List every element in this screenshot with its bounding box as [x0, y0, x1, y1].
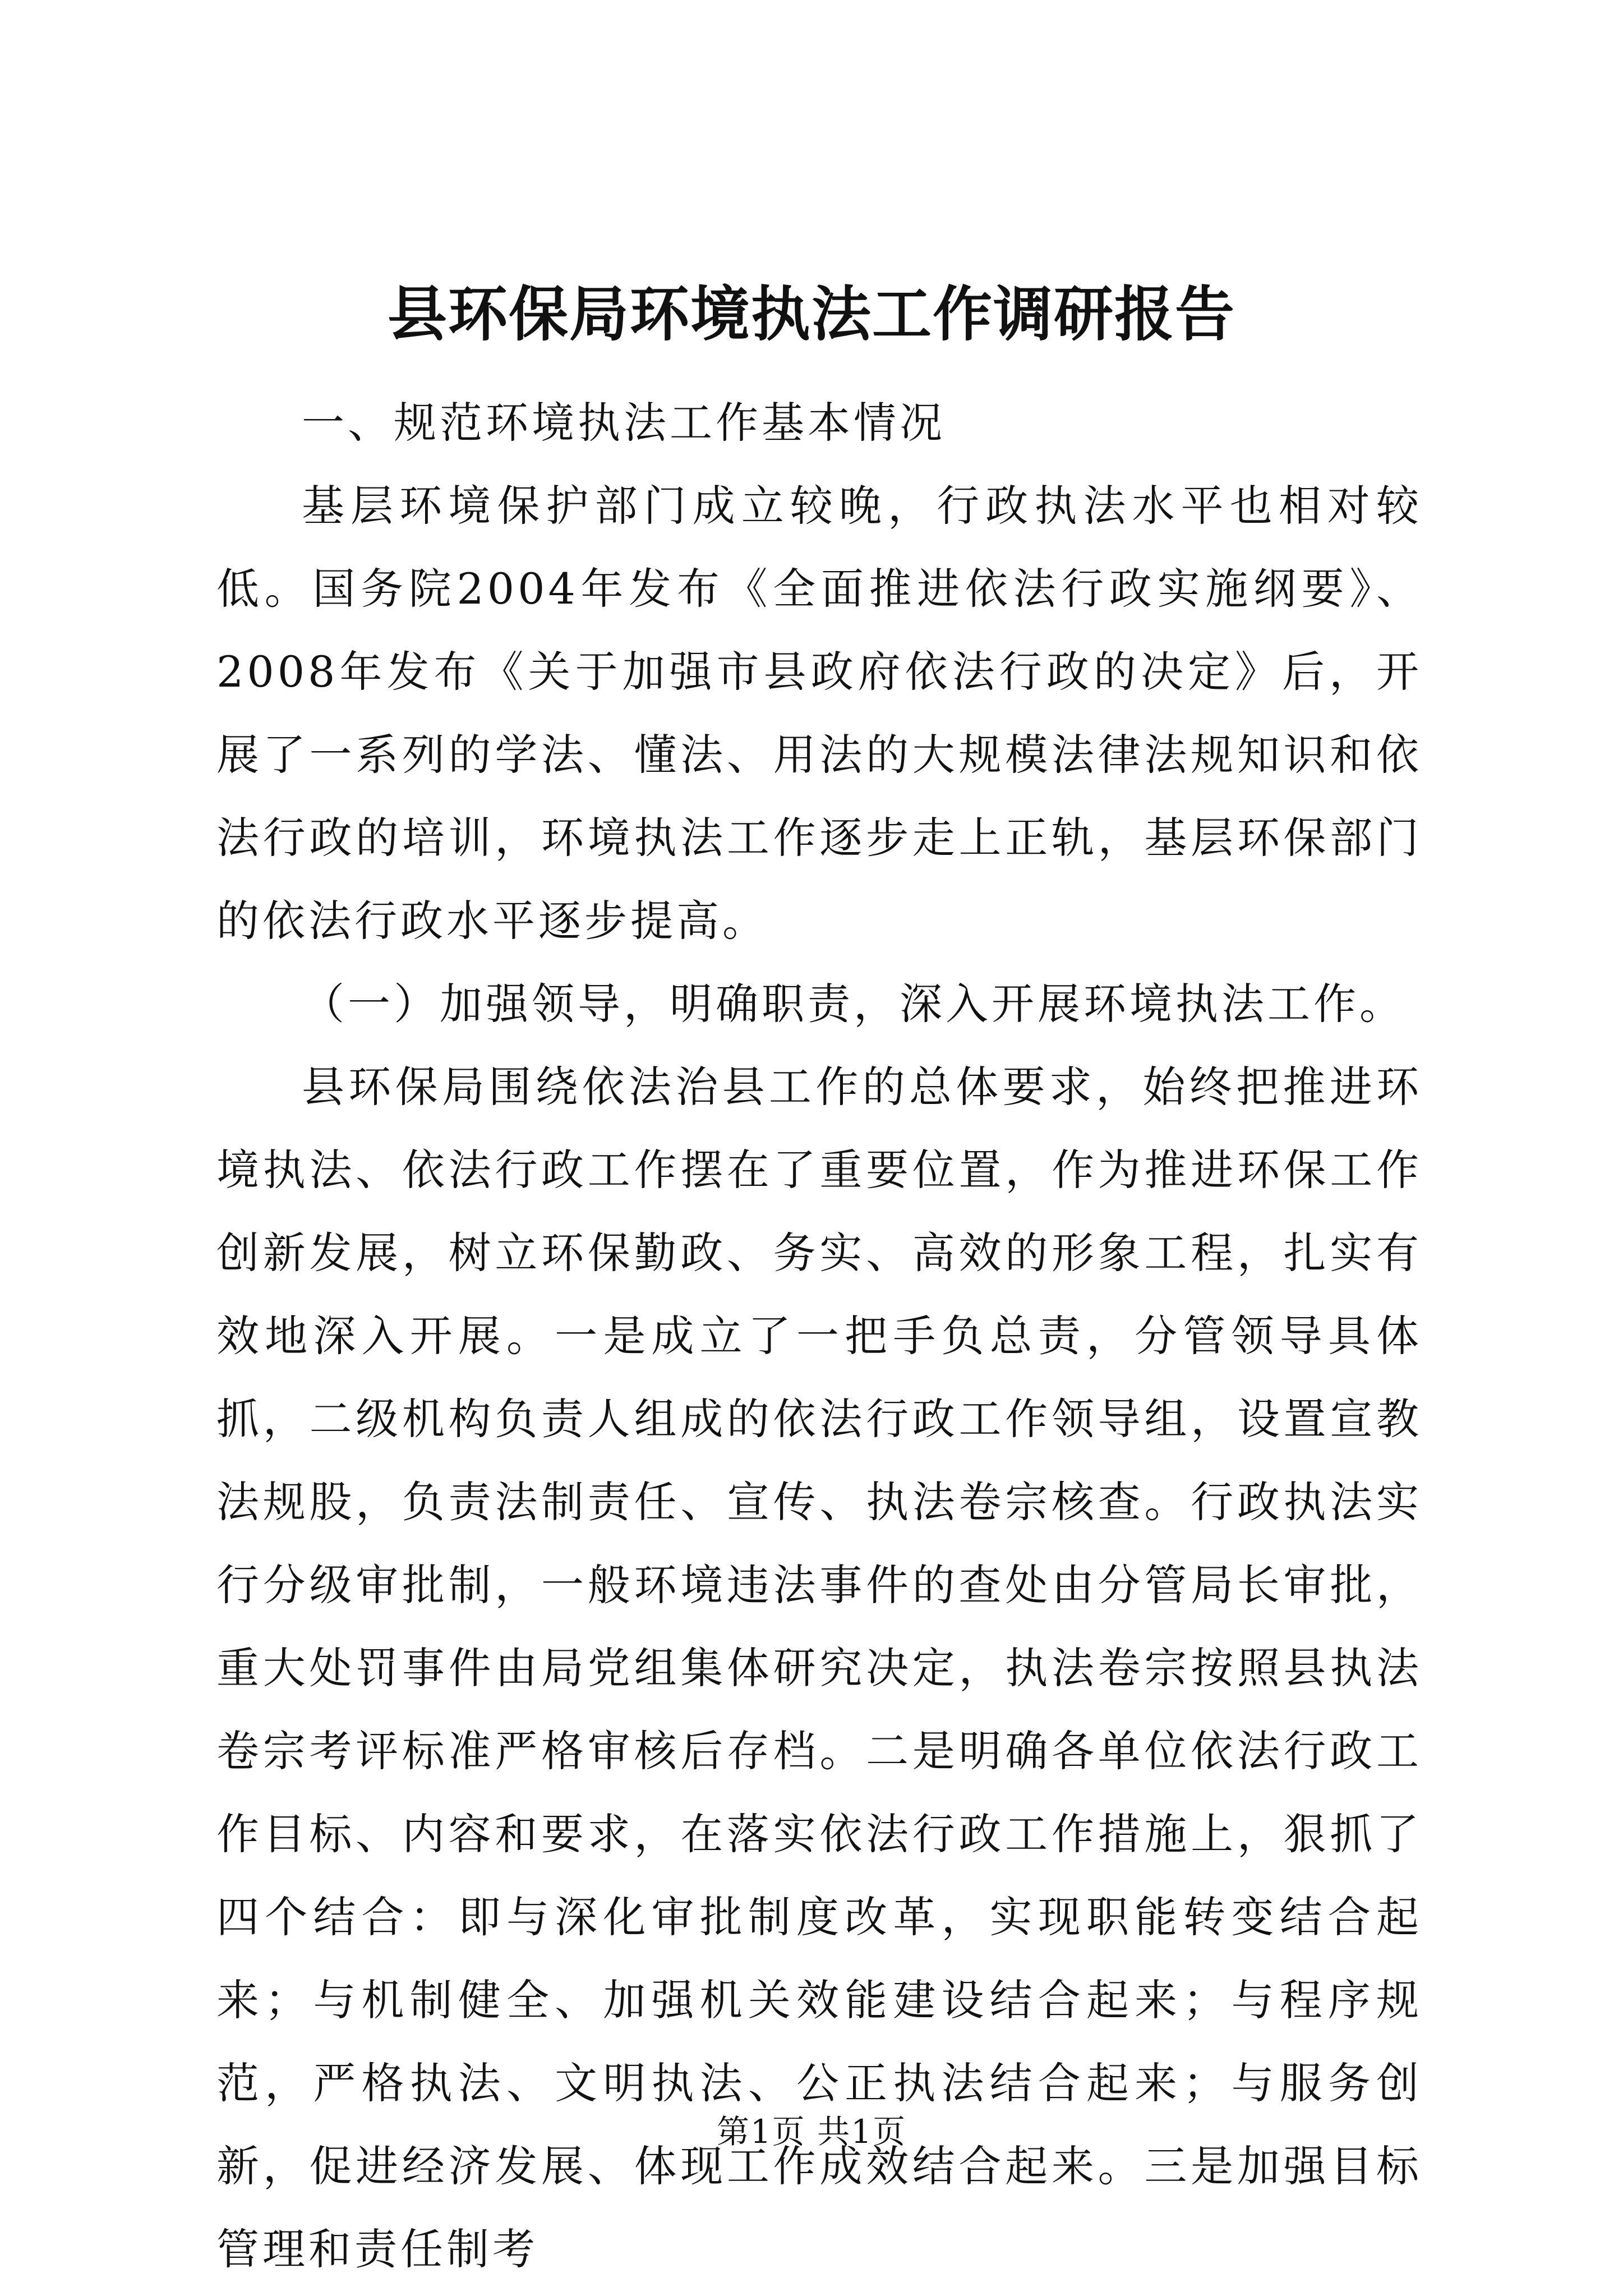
- page-footer: 第1页 共1页: [716, 2113, 907, 2151]
- paragraph-2: 县环保局围绕依法治县工作的总体要求，始终把推进环境执法、依法行政工作摆在了重要位置，作为推进环保工作创新发展，树立环保勤政、务实、高效的形象工程，扎实有效地深入开展。一是成立了一把手负总责，分管领导具体抓，二级机构负责人组成的依法行政工作领导组，设置宣教法规股，负责法制责任、宣传、执法卷宗核查。行政执法实行分级审批制，一般环境违法事件的查处由分管局长审批，重大处罚事件由局党组集体研究决定，执法卷宗按照县执法卷宗考评标准严格审核后存档。二是明确各单位依法行政工作目标、内容和要求，在落实依法行政工作措施上，狠抓了四个结合：即与深化审批制度改革，实现职能转变结合起来；与机制健全、加强机关效能建设结合起来；与程序规范，严格执法、文明执法、公正执法结合起来；与服务创新，促进经济发展、体现工作成效结合起来。三是加强目标管理和责任制考: [216, 1062, 1422, 2274]
- section-heading-1: 一、规范环境执法工作基本情况: [302, 398, 946, 448]
- document-title: 县环保局环境执法工作调研报告: [388, 279, 1235, 349]
- document-body: [216, 381, 1422, 2291]
- section-heading-2: （一）加强领导，明确职责，深入开展环境执法工作。: [302, 979, 1405, 1029]
- paragraph-1: 基层环境保护部门成立较晚，行政执法水平也相对较低。国务院2004年发布《全面推进依法行政实施纲要》、2008年发布《关于加强市县政府依法行政的决定》后，开展了一系列的学法、懂法、用法的大规模法律法规知识和依法行政的培训，环境执法工作逐步走上正轨，基层环保部门的依法行政水平逐步提高。: [216, 481, 1422, 946]
